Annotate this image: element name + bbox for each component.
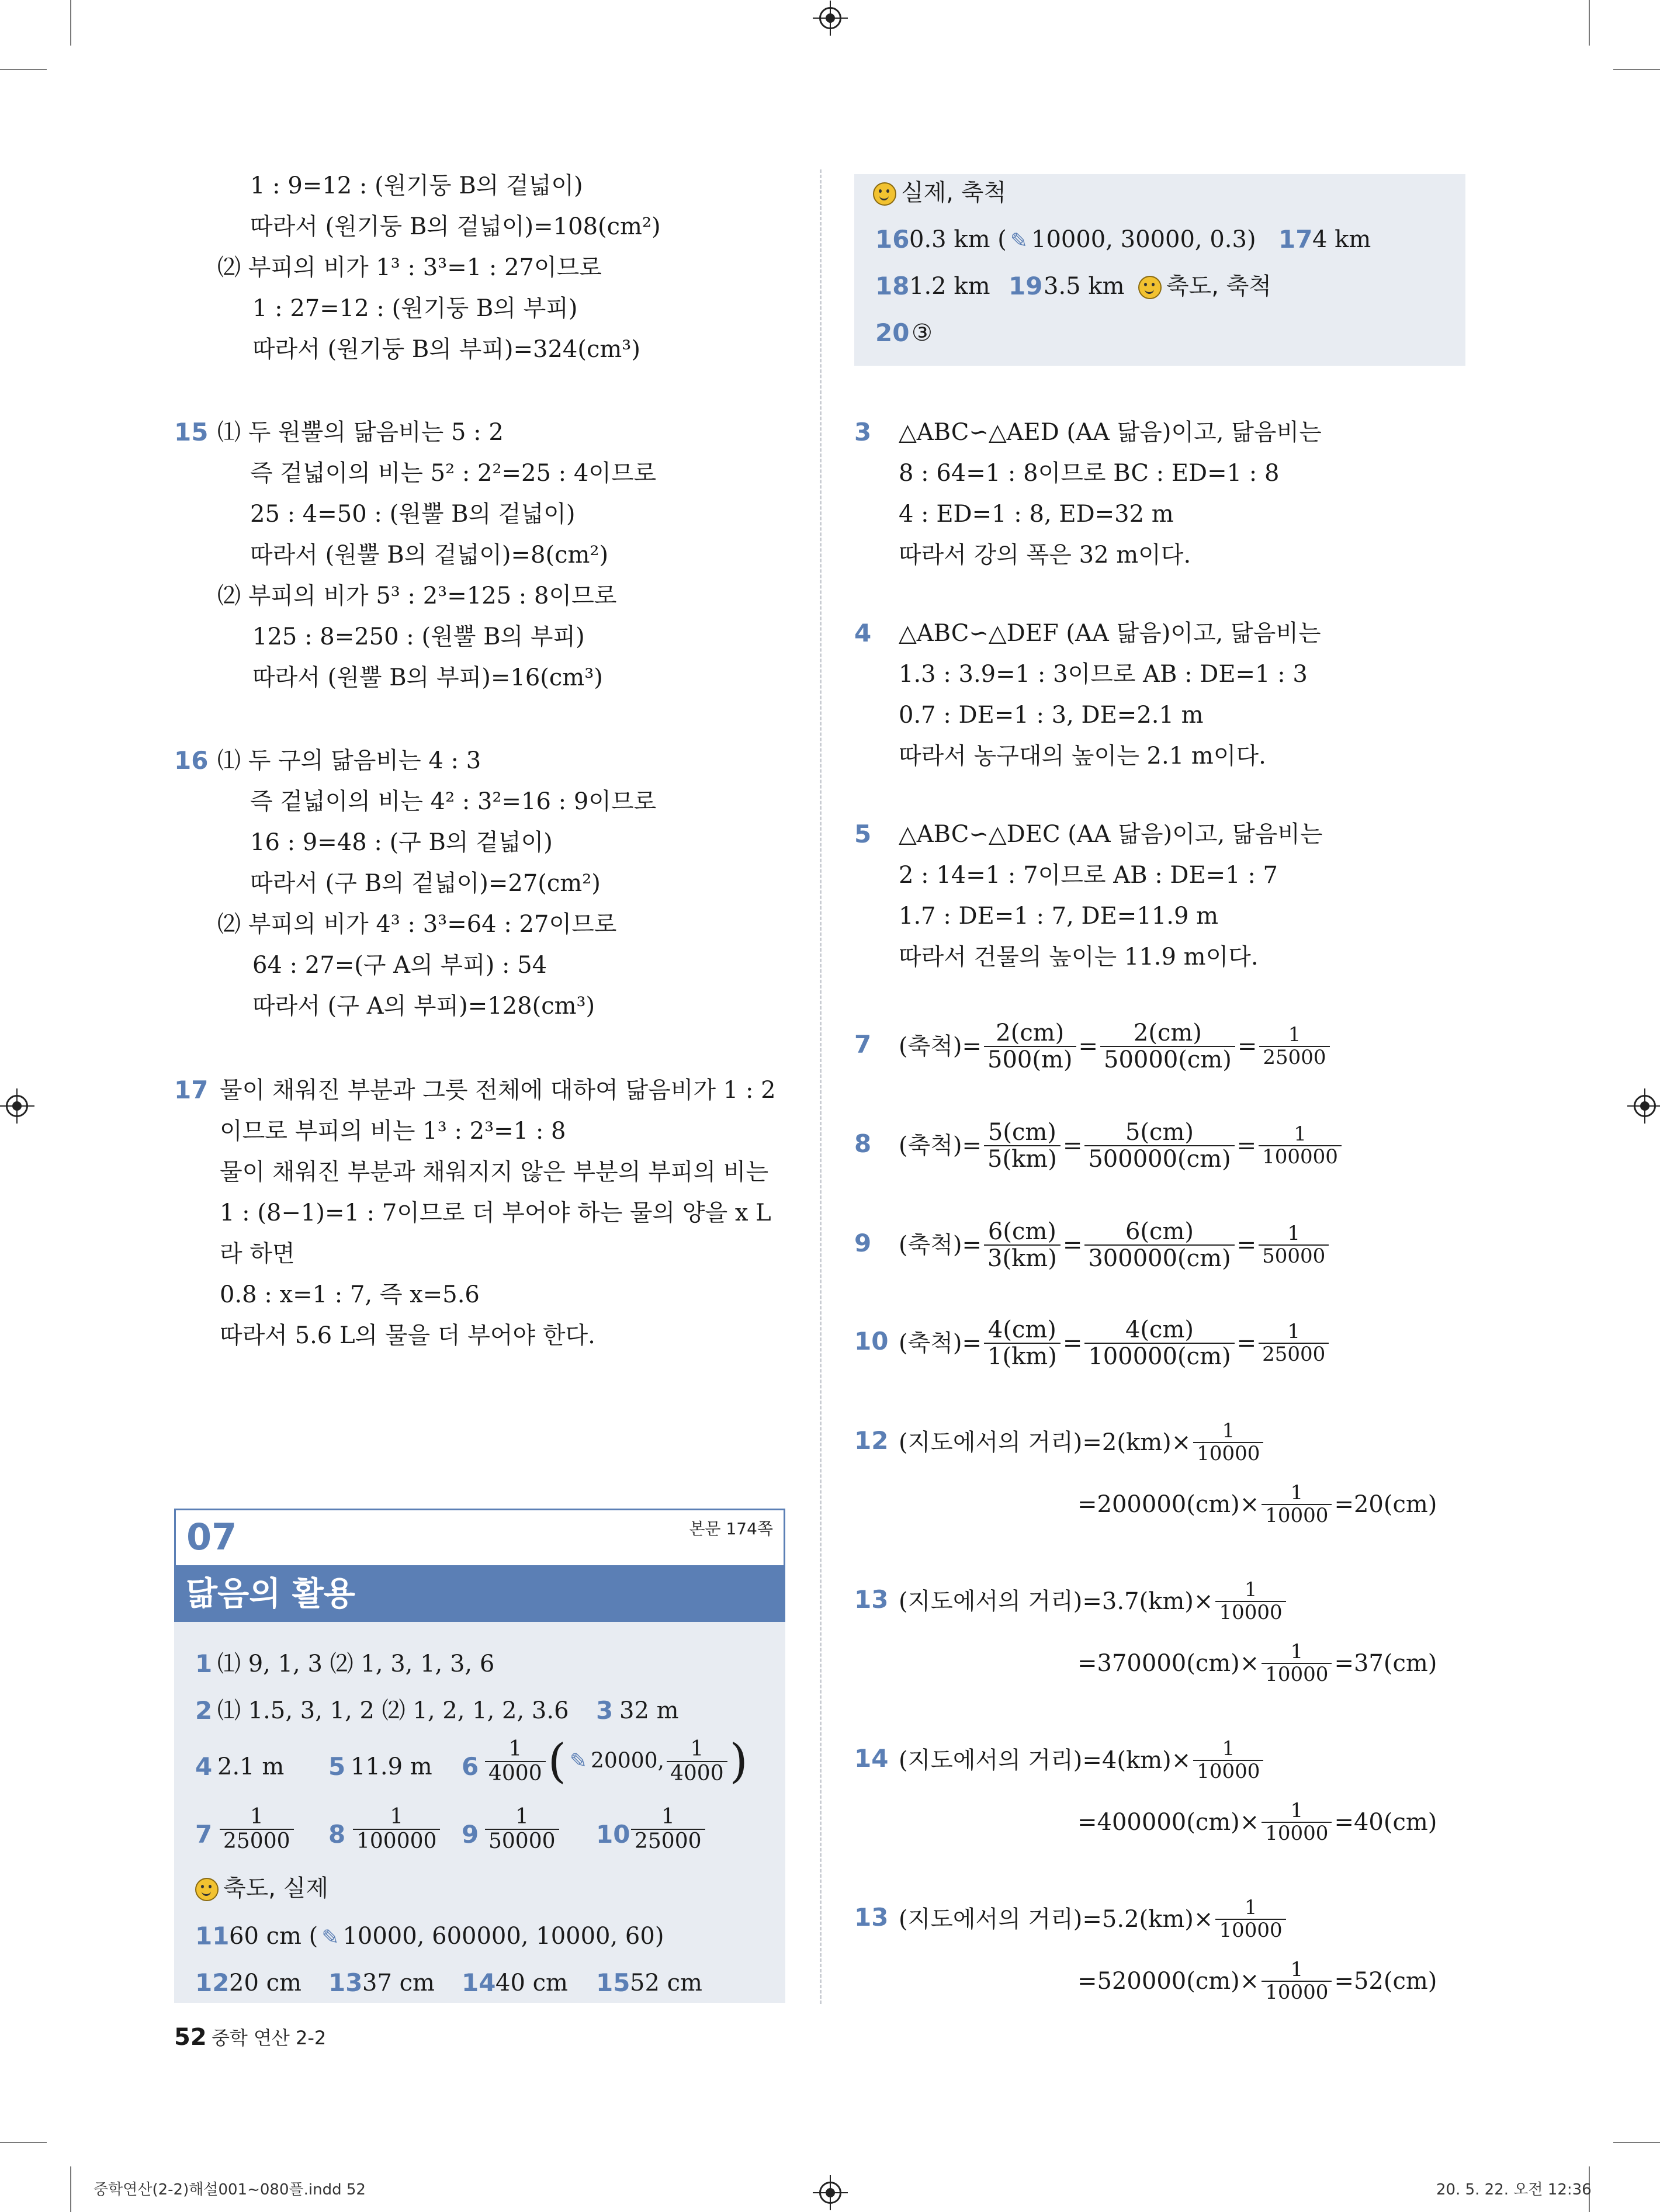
fraction: [485, 1738, 546, 1785]
answer-number: 2: [195, 1696, 213, 1725]
text-line: 라 하면: [220, 1240, 295, 1267]
crop-mark: [0, 69, 47, 70]
answer-value: 60 cm (: [229, 1923, 318, 1950]
crop-mark: [1613, 69, 1660, 70]
answer-text: [909, 224, 1256, 256]
smiley-note-text: 축도, 실제: [223, 1875, 328, 1902]
column-divider: [820, 169, 822, 2004]
answer-number: 6: [462, 1752, 479, 1781]
answer-number: 16: [875, 225, 910, 254]
fraction-denominator: 100000: [1262, 1145, 1338, 1169]
distance-term: =200000(cm)×: [1077, 1491, 1260, 1518]
fraction-denominator: 10000: [1265, 1663, 1329, 1686]
answer-number: 20: [875, 318, 910, 347]
problem-number: 5: [854, 820, 872, 848]
fraction-numerator: 1: [1259, 1024, 1329, 1047]
pencil-icon: ✎: [1010, 229, 1028, 253]
smiley-note-text: 축도, 축척: [1166, 273, 1271, 300]
text-line: 64 : 27=(구 A의 부피) : 54: [252, 952, 547, 979]
text-line: 따라서 (구 B의 겉넓이)=27(cm²): [250, 870, 601, 897]
fraction-numerator: 1: [1193, 1738, 1263, 1761]
text-line: 따라서 건물의 높이는 11.9 m이다.: [899, 944, 1259, 970]
fraction-denominator: 300000(cm): [1088, 1245, 1231, 1272]
distance-label: (지도에서의 거리)=: [899, 1906, 1102, 1933]
section-title-bar: [174, 1567, 785, 1622]
print-date: 20. 5. 22. 오전 12:36: [1436, 2181, 1592, 2199]
distance-term: =370000(cm)×: [1077, 1650, 1260, 1677]
text-line: 따라서 (구 A의 부피)=128(cm³): [252, 993, 595, 1020]
smiley-icon: [1138, 276, 1162, 299]
distance-term: 4(km)×: [1101, 1747, 1191, 1774]
fraction-numerator: 1: [1259, 1124, 1342, 1146]
answer-number: 19: [1009, 272, 1043, 300]
problem-number: 10: [854, 1327, 889, 1355]
fraction-numerator: 1: [1262, 1959, 1332, 1982]
fraction: [667, 1738, 727, 1785]
fraction-numerator: 1: [1262, 1482, 1332, 1505]
text-line: 이므로 부피의 비는 1³ : 2³=1 : 8: [220, 1118, 566, 1145]
fraction-numerator: 1: [1215, 1897, 1285, 1920]
registration-mark-icon: [819, 7, 841, 29]
fraction-denominator: 25000: [1263, 1046, 1326, 1069]
distance-equation: [899, 1410, 1266, 1473]
distance-equation-continued: [1077, 1949, 1437, 2012]
fraction-denominator: 25000: [223, 1829, 290, 1853]
registration-mark-icon: [6, 1095, 28, 1117]
text-line: 즉 겉넓이의 비는 5² : 2²=25 : 4이므로: [250, 460, 657, 487]
distance-term: =520000(cm)×: [1077, 1968, 1260, 1995]
text-line: △ABC∽△AED (AA 닮음)이고, 닮음비는: [899, 419, 1322, 446]
page-number: 52: [174, 2024, 207, 2051]
text-line: 물이 채워진 부분과 그릇 전체에 대하여 닮음비가 1 : 2: [220, 1077, 776, 1104]
answer-text: 40 cm: [495, 1970, 568, 1996]
fraction-denominator: 10000: [1197, 1760, 1260, 1783]
answer-number: 4: [195, 1752, 213, 1781]
registration-mark-icon: [1634, 1095, 1656, 1117]
answer-number: 7: [195, 1820, 213, 1849]
smiley-icon: [873, 182, 896, 206]
section-title: 닮음의 활용: [186, 1575, 355, 1613]
scale-label: (축척)=: [899, 1330, 982, 1357]
distance-equation: [899, 1728, 1266, 1791]
answer-number: 17: [1278, 225, 1313, 254]
fraction-denominator: 10000: [1219, 1601, 1283, 1624]
problem-number: 14: [854, 1744, 889, 1773]
answer-text: 20 cm: [229, 1970, 301, 1996]
text-line: ⑵ 부피의 비가 4³ : 3³=64 : 27이므로: [217, 911, 617, 938]
fraction-denominator: 25000: [635, 1829, 702, 1853]
fraction-numerator: 1: [485, 1805, 559, 1830]
answer-text: 52 cm: [630, 1970, 702, 1996]
text-line: 2 : 14=1 : 7이므로 AB : DE=1 : 7: [899, 862, 1278, 889]
smiley-icon: [195, 1878, 219, 1901]
problem-number: 8: [854, 1129, 872, 1158]
crop-mark: [0, 2142, 47, 2143]
fraction-denominator: 50000: [488, 1829, 556, 1853]
answer-fraction: [351, 1805, 442, 1853]
text-line: 따라서 (원기둥 B의 부피)=324(cm³): [252, 336, 640, 363]
answer-text: 4 km: [1312, 226, 1371, 253]
distance-equation-continued: [1077, 1472, 1437, 1535]
text-line: 따라서 5.6 L의 물을 더 부어야 한다.: [220, 1322, 595, 1349]
answer-text: ⑴ 9, 1, 3 ⑵ 1, 3, 1, 3, 6: [217, 1651, 495, 1677]
fraction-denominator: 50000(cm): [1104, 1046, 1232, 1073]
text-line: ⑴ 두 구의 닮음비는 4 : 3: [217, 747, 481, 774]
crop-mark: [1589, 0, 1590, 46]
fraction-numerator: 1: [353, 1805, 440, 1830]
fraction-numerator: 1: [667, 1738, 727, 1762]
fraction-numerator: 4(cm): [984, 1317, 1061, 1344]
text-line: 물이 채워진 부분과 채워지지 않은 부분의 부피의 비는: [220, 1159, 769, 1185]
scale-equation: (축척)= $\frac{4(cm)}{1(km)}$ = $\frac{4(cm)}{100000(cm)}$ = $\frac{1}{25000}$: [899, 1311, 1331, 1374]
answer-text: 11.9 m: [351, 1753, 432, 1780]
fraction-denominator: 1(km): [987, 1343, 1057, 1370]
fraction-numerator: 1: [485, 1738, 546, 1762]
text-line: 따라서 (원뿔 B의 겉넓이)=8(cm²): [250, 542, 609, 568]
answer-number: 14: [462, 1968, 496, 1997]
fraction-denominator: 500000(cm): [1088, 1146, 1231, 1173]
answer-fraction: [629, 1805, 708, 1853]
answer-number: 18: [875, 272, 910, 300]
fraction-denominator: 10000: [1219, 1919, 1283, 1942]
hint-text: 10000, 30000, 0.3): [1031, 226, 1256, 253]
section-header: [174, 1509, 785, 1567]
page-reference: 본문 174쪽: [689, 1519, 773, 1538]
text-line: 따라서 농구대의 높이는 2.1 m이다.: [899, 743, 1266, 769]
distance-equation: [899, 1569, 1288, 1632]
answer-fraction: [217, 1805, 296, 1853]
answer-text: ⑴ 1.5, 3, 1, 2 ⑵ 1, 2, 1, 2, 3.6: [217, 1697, 569, 1724]
fraction-denominator: 4000: [670, 1761, 724, 1785]
answer-value: 0.3 km (: [909, 226, 1007, 253]
distance-result: =52(cm): [1334, 1968, 1437, 1995]
answer-number: 15: [596, 1968, 630, 1997]
text-line: 8 : 64=1 : 8이므로 BC : ED=1 : 8: [899, 460, 1280, 487]
text-line: 따라서 (원기둥 B의 겉넓이)=108(cm²): [250, 213, 661, 240]
answer-text: 2.1 m: [217, 1753, 285, 1780]
problem-number: 13: [854, 1903, 889, 1932]
fraction-numerator: 1: [1193, 1420, 1263, 1443]
book-title: 중학 연산 2-2: [212, 2027, 327, 2049]
problem-number: 17: [174, 1076, 209, 1104]
scale-equation: (축척)= $\frac{6(cm)}{3(km)}$ = $\frac{6(cm)}{300000(cm)}$ = $\frac{1}{50000}$: [899, 1213, 1331, 1275]
fraction-numerator: 5(cm): [1084, 1119, 1234, 1146]
text-line: 1 : (8−1)=1 : 7이므로 더 부어야 하는 물의 양을 x L: [220, 1199, 771, 1226]
fraction-numerator: 1: [1259, 1321, 1329, 1344]
fraction-denominator: 25000: [1262, 1343, 1326, 1366]
text-line: 따라서 (원뿔 B의 부피)=16(cm³): [252, 664, 603, 691]
distance-result: =40(cm): [1334, 1809, 1437, 1836]
registration-mark-icon: [819, 2182, 841, 2204]
text-line: 1 : 27=12 : (원기둥 B의 부피): [252, 295, 578, 322]
text-line: 0.7 : DE=1 : 3, DE=2.1 m: [899, 702, 1204, 729]
scale-equation: (축척)= $\frac{2(cm)}{500(m)}$ = $\frac{2(cm)}{50000(cm)}$ = $\frac{1}{25000}$: [899, 1014, 1332, 1077]
distance-equation: [899, 1887, 1288, 1950]
distance-equation-continued: [1077, 1631, 1437, 1694]
fraction-numerator: 5(cm): [984, 1119, 1061, 1146]
answer-number: 8: [328, 1820, 346, 1849]
fraction-numerator: 6(cm): [984, 1219, 1061, 1246]
hint-text: 20000,: [591, 1749, 664, 1773]
answer-number: 5: [328, 1752, 346, 1781]
scale-label: (축척)=: [899, 1232, 982, 1258]
fraction-numerator: 6(cm): [1084, 1219, 1234, 1246]
text-line: △ABC∽△DEF (AA 닮음)이고, 닮음비는: [899, 620, 1321, 647]
section-number: 07: [186, 1516, 237, 1558]
text-line: 따라서 강의 폭은 32 m이다.: [899, 542, 1191, 568]
answer-text: 32 m: [619, 1697, 679, 1724]
smiley-note: [195, 1873, 328, 1904]
text-line: △ABC∽△DEC (AA 닮음)이고, 닮음비는: [899, 821, 1323, 848]
fraction-denominator: 10000: [1197, 1442, 1260, 1465]
hint-text: 10000, 600000, 10000, 60): [342, 1923, 664, 1950]
smiley-note: [873, 178, 1006, 208]
text-line: 16 : 9=48 : (구 B의 겉넓이): [250, 829, 553, 856]
fraction-numerator: 2(cm): [984, 1020, 1076, 1047]
text-line: 0.8 : x=1 : 7, 즉 x=5.6: [220, 1281, 480, 1308]
problem-number: 12: [854, 1426, 889, 1455]
answer-fraction: [483, 1733, 748, 1788]
fraction-numerator: 4(cm): [1084, 1317, 1234, 1344]
fraction-numerator: 1: [1262, 1641, 1332, 1664]
answer-text: 3.5 km: [1044, 273, 1125, 300]
text-line: 1.7 : DE=1 : 7, DE=11.9 m: [899, 903, 1219, 930]
answer-text: [229, 1921, 664, 1953]
fraction-denominator: 10000: [1265, 1504, 1329, 1527]
scale-label: (축척)=: [899, 1033, 982, 1060]
text-line: 125 : 8=250 : (원뿔 B의 부피): [252, 623, 585, 650]
distance-term: =400000(cm)×: [1077, 1809, 1260, 1836]
distance-result: =37(cm): [1334, 1650, 1437, 1677]
text-line: 1 : 9=12 : (원기둥 B의 겉넓이): [250, 172, 583, 199]
distance-label: (지도에서의 거리)=: [899, 1429, 1102, 1456]
problem-number: 15: [174, 418, 209, 446]
fraction-numerator: 1: [220, 1805, 294, 1830]
fraction-numerator: 1: [631, 1805, 705, 1830]
answer-number: 13: [328, 1968, 363, 1997]
distance-equation-continued: [1077, 1790, 1437, 1853]
fraction-denominator: 100000(cm): [1088, 1343, 1231, 1370]
pencil-icon: ✎: [569, 1749, 588, 1773]
crop-mark: [70, 0, 71, 46]
answer-number: 1: [195, 1649, 213, 1678]
text-line: 25 : 4=50 : (원뿔 B의 겉넓이): [250, 501, 576, 528]
problem-number: 7: [854, 1030, 872, 1059]
scale-label: (축척)=: [899, 1132, 982, 1159]
answer-number: 3: [596, 1696, 614, 1725]
crop-mark: [70, 2166, 71, 2212]
fraction-denominator: 100000: [356, 1829, 437, 1853]
fraction-denominator: 10000: [1265, 1981, 1329, 2004]
problem-number: 4: [854, 619, 872, 647]
fraction-denominator: 10000: [1265, 1822, 1329, 1845]
fraction-numerator: 1: [1262, 1800, 1332, 1823]
fraction-numerator: 1: [1259, 1223, 1329, 1246]
crop-mark: [1613, 2142, 1660, 2143]
answer-number: 9: [462, 1820, 479, 1849]
answer-text: 1.2 km: [909, 273, 990, 300]
answer-fraction: [483, 1805, 562, 1853]
smiley-note-text: 실제, 축척: [901, 179, 1006, 206]
problem-number: 13: [854, 1585, 889, 1614]
text-line: ⑵ 부피의 비가 1³ : 3³=1 : 27이므로: [217, 254, 602, 281]
fraction-denominator: 500(m): [987, 1046, 1073, 1073]
file-name: 중학연산(2-2)해설001~080플.indd 52: [93, 2181, 366, 2199]
problem-number: 9: [854, 1229, 872, 1257]
problem-number: 16: [174, 746, 209, 775]
scale-equation: (축척)= $\frac{5(cm)}{5(km)}$ = $\frac{5(cm)}{500000(cm)}$ = $\frac{1}{100000}$: [899, 1114, 1344, 1176]
text-line: 1.3 : 3.9=1 : 3이므로 AB : DE=1 : 3: [899, 661, 1308, 688]
distance-term: 5.2(km)×: [1101, 1906, 1214, 1933]
problem-number: 3: [854, 418, 872, 446]
text-line: ⑵ 부피의 비가 5³ : 2³=125 : 8이므로: [217, 583, 617, 609]
text-line: ⑴ 두 원뿔의 닮음비는 5 : 2: [217, 419, 504, 446]
fraction-denominator: 3(km): [987, 1245, 1057, 1272]
fraction-denominator: 4000: [488, 1761, 542, 1785]
fraction-denominator: 5(km): [987, 1146, 1057, 1173]
fraction-numerator: 2(cm): [1100, 1020, 1235, 1047]
paren-right: ): [729, 1733, 748, 1788]
text-line: 즉 겉넓이의 비는 4² : 3²=16 : 9이므로: [250, 788, 657, 815]
smiley-note: [1138, 271, 1271, 301]
distance-term: 2(km)×: [1101, 1429, 1191, 1456]
distance-label: (지도에서의 거리)=: [899, 1747, 1102, 1774]
answer-number: 12: [195, 1968, 230, 1997]
answer-number: 11: [195, 1922, 230, 1950]
text-line: 4 : ED=1 : 8, ED=32 m: [899, 501, 1174, 528]
distance-term: 3.7(km)×: [1101, 1588, 1214, 1615]
answer-text: ③: [912, 320, 933, 346]
paren-left: (: [547, 1733, 566, 1788]
answer-number: 10: [596, 1820, 630, 1849]
pencil-icon: ✎: [321, 1926, 339, 1950]
answer-text: 37 cm: [362, 1970, 435, 1996]
distance-label: (지도에서의 거리)=: [899, 1588, 1102, 1615]
fraction-numerator: 1: [1215, 1579, 1285, 1602]
distance-result: =20(cm): [1334, 1491, 1437, 1518]
fraction-denominator: 50000: [1262, 1244, 1326, 1268]
